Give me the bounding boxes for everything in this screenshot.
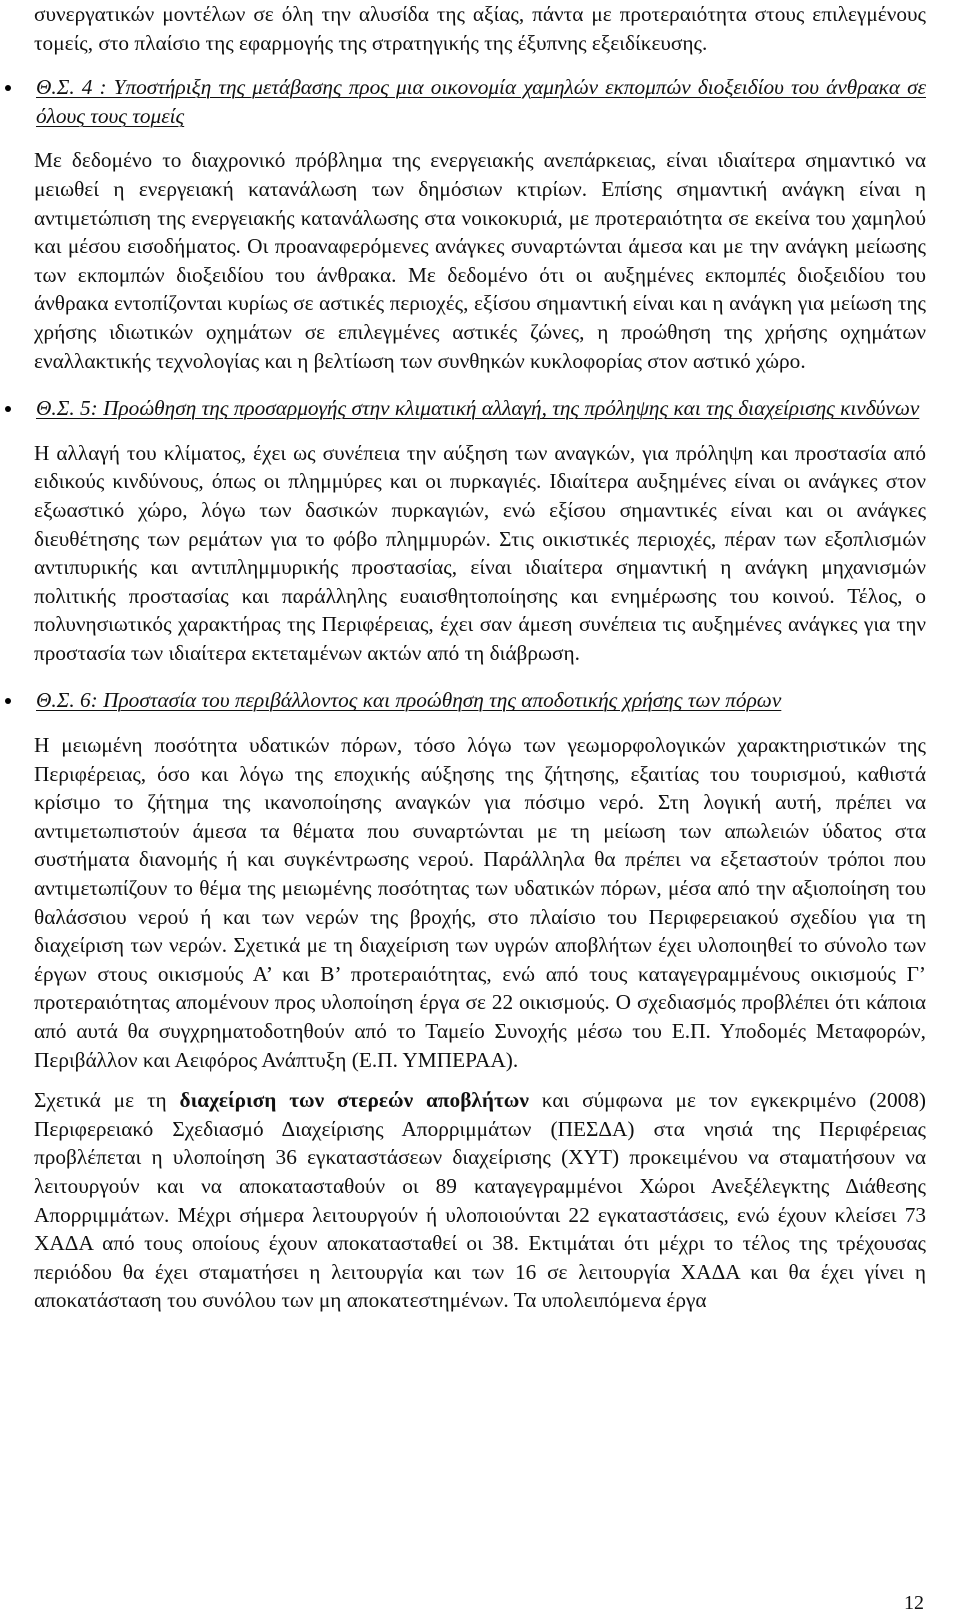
solid-waste-prefix: Σχετικά με τη — [34, 1088, 180, 1113]
document-page — [34, 0, 926, 1315]
solid-waste-term: διαχείριση των στερεών αποβλήτων — [179, 1088, 529, 1113]
page-number: 12 — [904, 1592, 924, 1614]
section-4-body: Με δεδομένο το διαχρονικό πρόβλημα της ενεργειακής ανεπάρκειας, είναι ιδιαίτερα σημαντικό να μειωθεί η ενεργειακή κατανάλωση των δημόσιων κτιρίων. Επίσης σημαντική ανάγκη είναι η αντιμετώπιση της ενεργειακής κατανάλωσης στα νοικοκυριά, με προτεραιότητα σε εκείνα του χαμηλού και μέσου εισοδήματος. Οι προαναφερόμενες ανάγκες συναρτώνται άμεσα και με την ανάγκη μείωσης των εκπομπών διοξειδίου του άνθρακα. Με δεδομένο ότι οι αυξημένες εκπομπές διοξειδίου του άνθρακα εντοπίζονται κυρίως σε αστικές περιοχές, εξίσου σημαντική είναι και η ανάγκη για μείωση της χρήσης ιδιωτικών οχημάτων σε επιλεγμένες αστικές ζώνες, η προώθηση της χρήσης οχημάτων εναλλακτικής τεχνολογίας και η βελτίωση των συνθηκών κυκλοφορίας στον αστικό χώρο. — [34, 148, 926, 373]
section-6-body: Η μειωμένη ποσότητα υδατικών πόρων, τόσο λόγω των γεωμορφολογικών χαρακτηριστικών της Περιφέρειας, όσο και λόγω της εποχικής αύξησης της ζήτησης, εξαιτίας του τουρισμού, καθιστά κρίσιμο το ζήτημα της ικανοποίησης αναγκών για πόσιμο νερό. Στη λογική αυτή, πρέπει να αντιμετωπιστούν άμεσα τα θέματα που συναρτώνται με τη μείωση των απωλειών ύδατος στα συστήματα διανομής ή και συγκέντρωσης νερού. Παράλληλα θα πρέπει να εξεταστούν τρόποι που αντιμετωπίζουν το θέμα της μειωμένης ποσότητας των υδατικών πόρων, μέσα από την αξιοποίηση του θαλάσσιου νερού ή και των νερών της βροχής, στο πλαίσιο του Περιφερειακού σχεδίου για τη διαχείριση των νερών. Σχετικά με τη διαχείριση των υγρών αποβλήτων έχει υλοποιηθεί το σύνολο των έργων στους οικισμούς Α’ και Β’ προτεραιότητας, ενώ από τους καταγεγραμμένους οικισμούς Γ’ προτεραιότητας απομένουν προς υλοποίηση έργα σε 22 οικισμούς. Ο σχεδιασμός προβλέπει ότι κάποια από αυτά θα συγχρηματοδοτηθούν από το Ταμείο Συνοχής μέσω του Ε.Π. Υποδομές Μεταφορών, Περιβάλλον και Αειφόρος Ανάπτυξη (Ε.Π. ΥΜΠΕΡΑΑ). — [34, 733, 926, 1072]
intro-continuation: συνεργατικών μοντέλων σε όλη την αλυσίδα της αξίας, πάντα με προτεραιότητα στους επιλεγμένους τομείς, στο πλαίσιο της εφαρμογής της στρατηγικής της έξυπνης εξειδίκευσης. — [34, 2, 926, 55]
section-5-body: Η αλλαγή του κλίματος, έχει ως συνέπεια την αύξηση των αναγκών, για πρόληψη και προστασία από ειδικούς κινδύνους, όπως οι πλημμύρες και οι πυρκαγιές. Ιδιαίτερα αυξημένες είναι οι ανάγκες στον εξωαστικό χώρο, λόγω των δασικών πυρκαγιών, ενώ εξίσου σημαντικές είναι και οι ανάγκες διευθέτησης των ρεμάτων για το φόβο πλημμυρών. Στις οικιστικές περιοχές, πέραν των εξοπλισμών αντιπυρικής και αντιπλημμυρικής προστασίας, είναι ιδιαίτερα σημαντική η ανάγκη μηχανισμών πολιτικής προστασίας και παράλληλης ευαισθητοποίησης και ενημέρωσης του κοινού. Τέλος, ο πολυνησιωτικός χαρακτήρας της Περιφέρειας, έχει σαν άμεση συνέπεια τις αυξημένες ανάγκες για την προστασία των ιδιαίτερα εκτεταμένων ακτών από τη διάβρωση. — [34, 440, 926, 665]
section-6-heading: Θ.Σ. 6: Προστασία του περιβάλλοντος και προώθηση της αποδοτικής χρήσης των πόρων — [34, 686, 926, 715]
section-5-heading: Θ.Σ. 5: Προώθηση της προσαρμογής στην κλιματική αλλαγή, της πρόληψης και της διαχείρισης κινδύνων — [34, 394, 926, 423]
section-4-heading: Θ.Σ. 4 : Υποστήριξη της μετάβασης προς μια οικονομία χαμηλών εκπομπών διοξειδίου του άνθρακα σε όλους τους τομείς — [34, 73, 926, 130]
solid-waste-rest: και σύμφωνα με τον εγκεκριμένο (2008) Περιφερειακό Σχεδιασμό Διαχείρισης Απορριμμάτων (ΠΕΣΔΑ) στα νησιά της Περιφέρειας προβλέπεται η υλοποίηση 36 εγκαταστάσεων διαχείρισης (ΧΥΤ) προκειμένου να σταματήσουν να λειτουργούν και να αποκατασταθούν οι 89 καταγεγραμμένοι Χώροι Ανεξέλεγκτης Διάθεσης Απορριμμάτων. Μέχρι σήμερα λειτουργούν ή υλοποιούνται 22 εγκαταστάσεις, ενώ έχουν κλείσει 73 ΧΑΔΑ από τους οποίους έχουν αποκατασταθεί οι 38. Εκτιμάται ότι μέχρι το τέλος της τρέχουσας περιόδου θα έχει σταματήσει η λειτουργία και των 16 σε λειτουργία ΧΑΔΑ και θα έχει γίνει η αποκατάσταση του συνόλου των μη αποκατεστημένων. Τα υπολειπόμενα έργα — [34, 1088, 926, 1313]
solid-waste-paragraph — [34, 1086, 926, 1315]
